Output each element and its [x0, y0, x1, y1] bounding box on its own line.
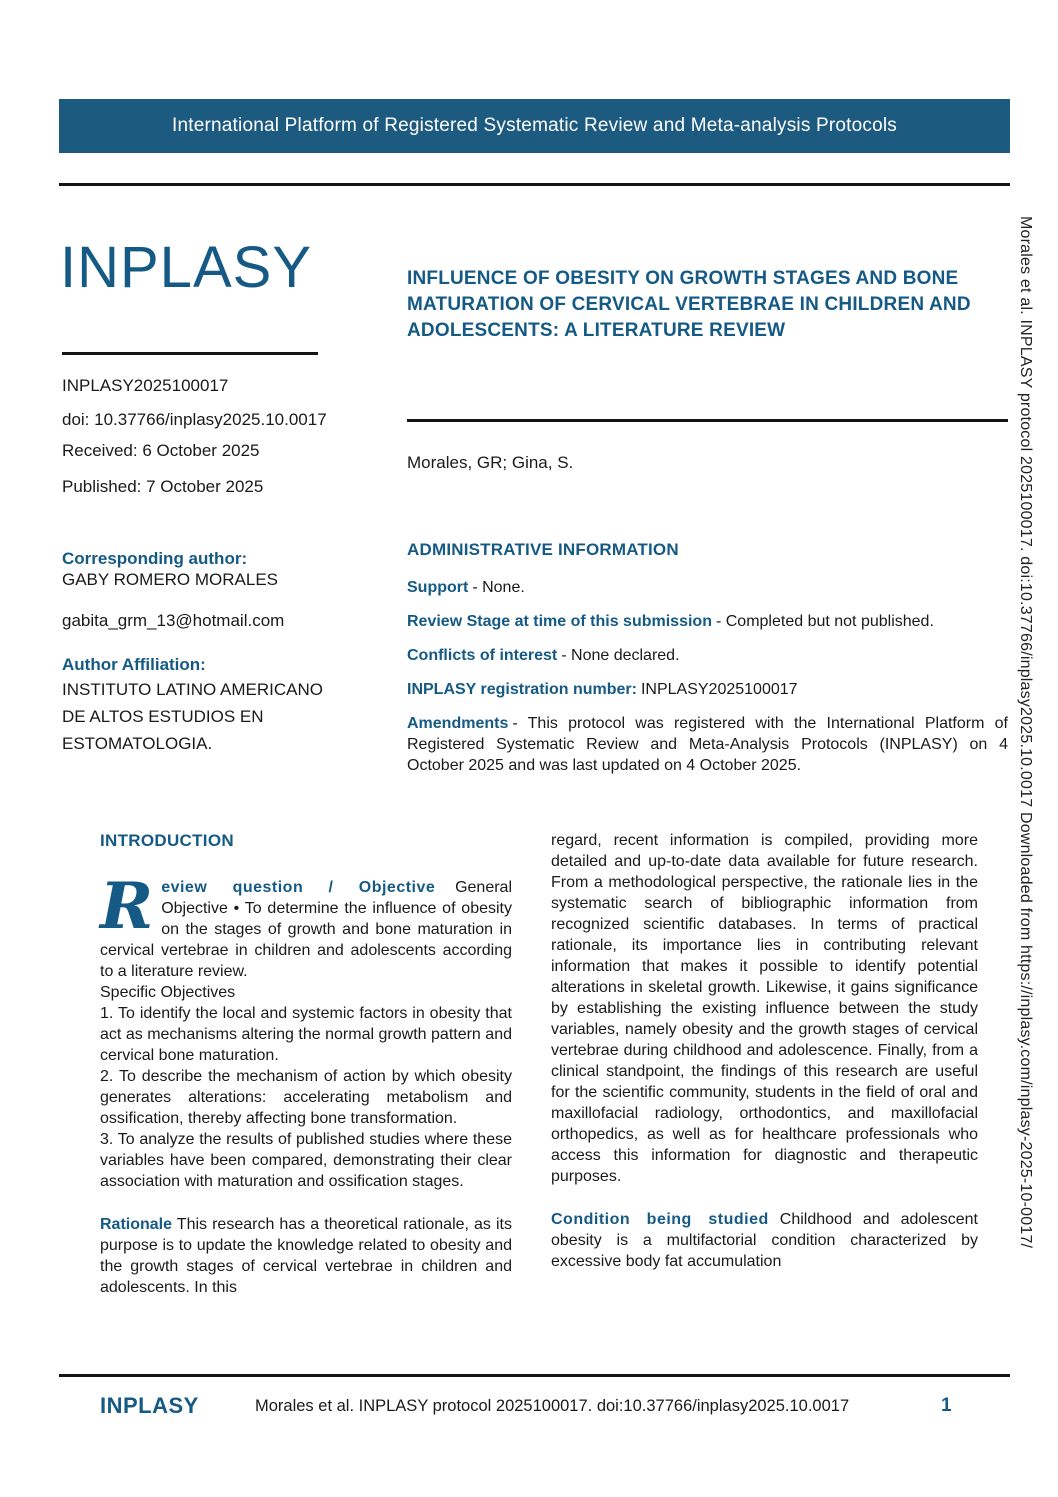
received-line: Received: 6 October 2025 [62, 441, 260, 460]
logo-divider [62, 352, 318, 355]
objective-item-2: 2. To describe the mechanism of action by which obesity generates alterations: accelerating metabolism and ossification, thereby affecting bone transformation. [100, 1068, 512, 1127]
introduction-heading: INTRODUCTION [100, 831, 234, 850]
platform-banner [59, 99, 1010, 153]
dropcap-letter: R [100, 869, 154, 944]
admin-review-stage-label: Review Stage at time of this submission [407, 613, 712, 630]
affiliation-text: INSTITUTO LATINO AMERICANO DE ALTOS ESTUDIOS EN ESTOMATOLOGIA. [62, 680, 324, 753]
introduction-column-right [551, 830, 978, 1272]
rationale-text: This research has a theoretical rationale, as its purpose is to update the knowledge related to obesity and the growth stages of cervical vertebrae in children and adolescents. In this [100, 1216, 512, 1296]
introduction-column-left [100, 830, 512, 1298]
registration-id: INPLASY2025100017 [62, 376, 229, 395]
footer-logo: INPLASY [100, 1393, 199, 1418]
corresponding-author-name: GABY ROMERO MORALES [62, 570, 279, 589]
admin-review-stage-value: - Completed but not published. [715, 613, 934, 630]
admin-item-conflicts [407, 645, 1008, 666]
admin-item-review-stage [407, 611, 1008, 632]
corresponding-author-label: Corresponding author: [62, 549, 248, 568]
review-question-label: eview question / Objective [161, 879, 436, 896]
admin-registration-label: INPLASY registration number: [407, 681, 637, 698]
rationale-paragraph [100, 1214, 512, 1298]
condition-paragraph [551, 1209, 978, 1272]
admin-support-value: - None. [472, 579, 525, 596]
doi-line: doi: 10.37766/inplasy2025.10.0017 [62, 410, 327, 429]
condition-label: Condition being studied [551, 1211, 769, 1228]
admin-conflicts-value: - None declared. [561, 647, 680, 664]
affiliation-label: Author Affiliation: [62, 655, 206, 674]
admin-item-support [407, 577, 1008, 598]
condition-text: Childhood and adolescent obesity is a multifactorial condition characterized by excessive body fat accumulation [551, 1211, 978, 1270]
side-citation: Morales et al. INPLASY protocol 2025100017. doi:10.37766/inplasy2025.10.0017 Downloaded from https://inplasy.com/inplasy-2025-10-0017/ [1017, 216, 1034, 1249]
rationale-label: Rationale [100, 1216, 173, 1233]
admin-registration-value: INPLASY2025100017 [640, 681, 798, 698]
admin-item-amendments [407, 713, 1008, 776]
inplasy-logo: INPLASY [60, 235, 312, 300]
platform-banner-title: International Platform of Registered Systematic Review and Meta-analysis Protocols [172, 115, 897, 136]
title-divider [407, 419, 1008, 422]
authors-line: Morales, GR; Gina, S. [407, 453, 574, 472]
admin-item-registration-number [407, 679, 1008, 700]
admin-conflicts-label: Conflicts of interest [407, 647, 558, 664]
objective-item-1: 1. To identify the local and systemic factors in obesity that act as mechanisms altering the normal growth pattern and cervical bone maturation. [100, 1005, 512, 1064]
protocol-title: INFLUENCE OF OBESITY ON GROWTH STAGES AND BONE MATURATION OF CERVICAL VERTEBRAE IN CHILDREN AND ADOLESCENTS: A LITERATURE REVIEW [407, 268, 971, 341]
page-number: 1 [941, 1395, 952, 1416]
specific-objectives-heading: Specific Objectives [100, 984, 236, 1001]
corresponding-author-email: gabita_grm_13@hotmail.com [62, 611, 285, 630]
admin-heading: ADMINISTRATIVE INFORMATION [407, 540, 679, 559]
footer-divider [59, 1374, 1010, 1377]
objective-text: General Objective • To determine the influence of obesity on the stages of growth and bone maturation in cervical vertebrae in children and adolescents according to a literature review. [100, 879, 512, 980]
rationale-continued-text: regard, recent information is compiled, providing more detailed and up-to-date data available for future research. From a methodological perspective, the rationale lies in the systematic search of bibliographic information from recognized scientific databases. In terms of practical rationale, its importance lies in contributing relevant information that makes it possible to identify potential alterations in skeletal growth. Likewise, it gains significance by establishing the existing influence between the study variables, namely obesity and the growth stages of cervical vertebrae during childhood and adolescence. Finally, from a clinical standpoint, the findings of this research are useful for the scientific community, students in the field of oral and maxillofacial radiology, orthodontics, and maxillofacial orthopedics, as well as for healthcare professionals who access this information for diagnostic and therapeutic purposes. [551, 832, 978, 1185]
administrative-information-section [407, 539, 1008, 789]
admin-amendments-value: - This protocol was registered with the International Platform of Registered Systematic Review and Meta-Analysis Protocols (INPLASY) on 4 October 2025 and was last updated on 4 October 2025. [407, 715, 1008, 774]
objective-paragraph [100, 869, 512, 982]
admin-amendments-label: Amendments [407, 715, 509, 732]
admin-support-label: Support [407, 579, 469, 596]
top-divider [59, 183, 1010, 186]
published-line: Published: 7 October 2025 [62, 477, 264, 496]
objective-item-3: 3. To analyze the results of published studies where these variables have been compared, demonstrating their clear association with maturation and ossification stages. [100, 1131, 512, 1190]
footer-citation: Morales et al. INPLASY protocol 2025100017. doi:10.37766/inplasy2025.10.0017 [255, 1397, 850, 1415]
